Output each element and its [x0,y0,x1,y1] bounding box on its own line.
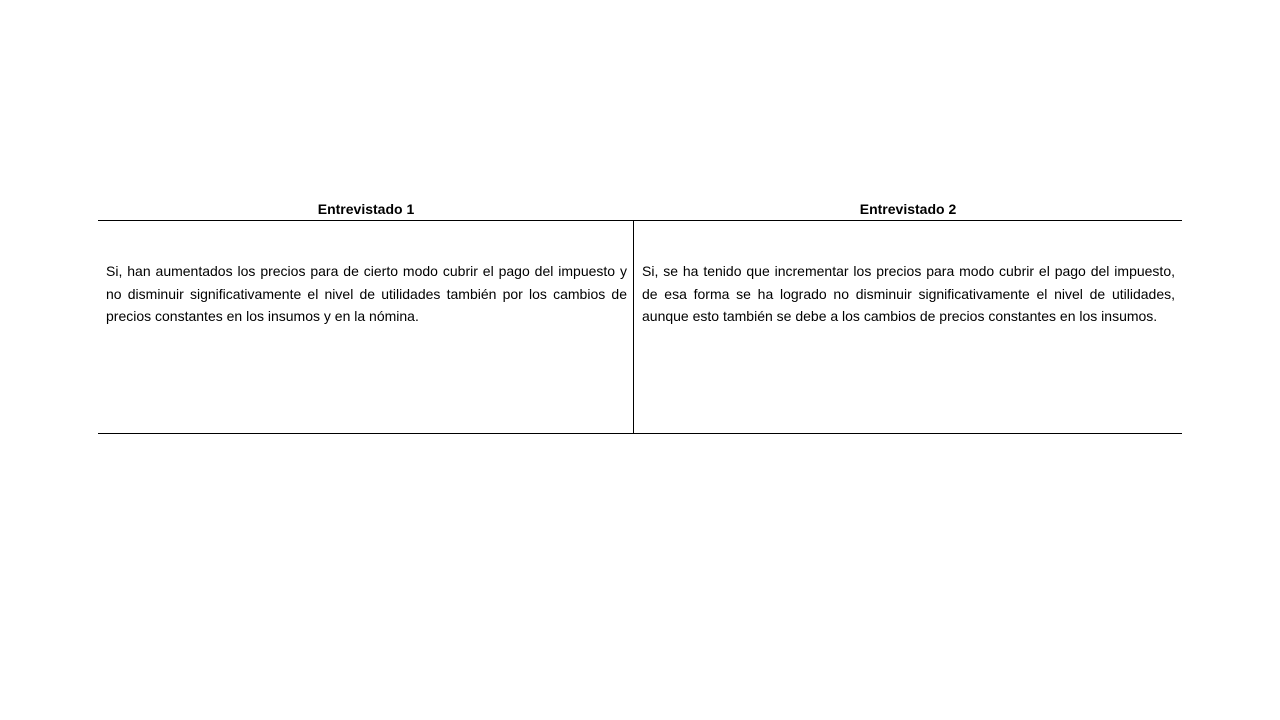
interview-table [98,199,1182,434]
table-row [98,221,1182,434]
header-interviewee-2: Entrevistado 2 [859,201,957,217]
header-interviewee-1: Entrevistado 1 [317,201,415,217]
answer-interviewee-2: Si, se ha tenido que incrementar los precios para modo cubrir el pago del impuesto, de esa forma se ha logrado no disminuir significativamente el nivel de utilidades, aunque esto también se debe a los cambios de precios constantes en los insumos. [642,263,1175,324]
answer-interviewee-1: Si, han aumentados los precios para de cierto modo cubrir el pago del impuesto y no disminuir significativamente el nivel de utilidades también por los cambios de precios constantes en los insumos y en la nómina. [98,221,634,433]
table-header-row [98,199,1182,221]
